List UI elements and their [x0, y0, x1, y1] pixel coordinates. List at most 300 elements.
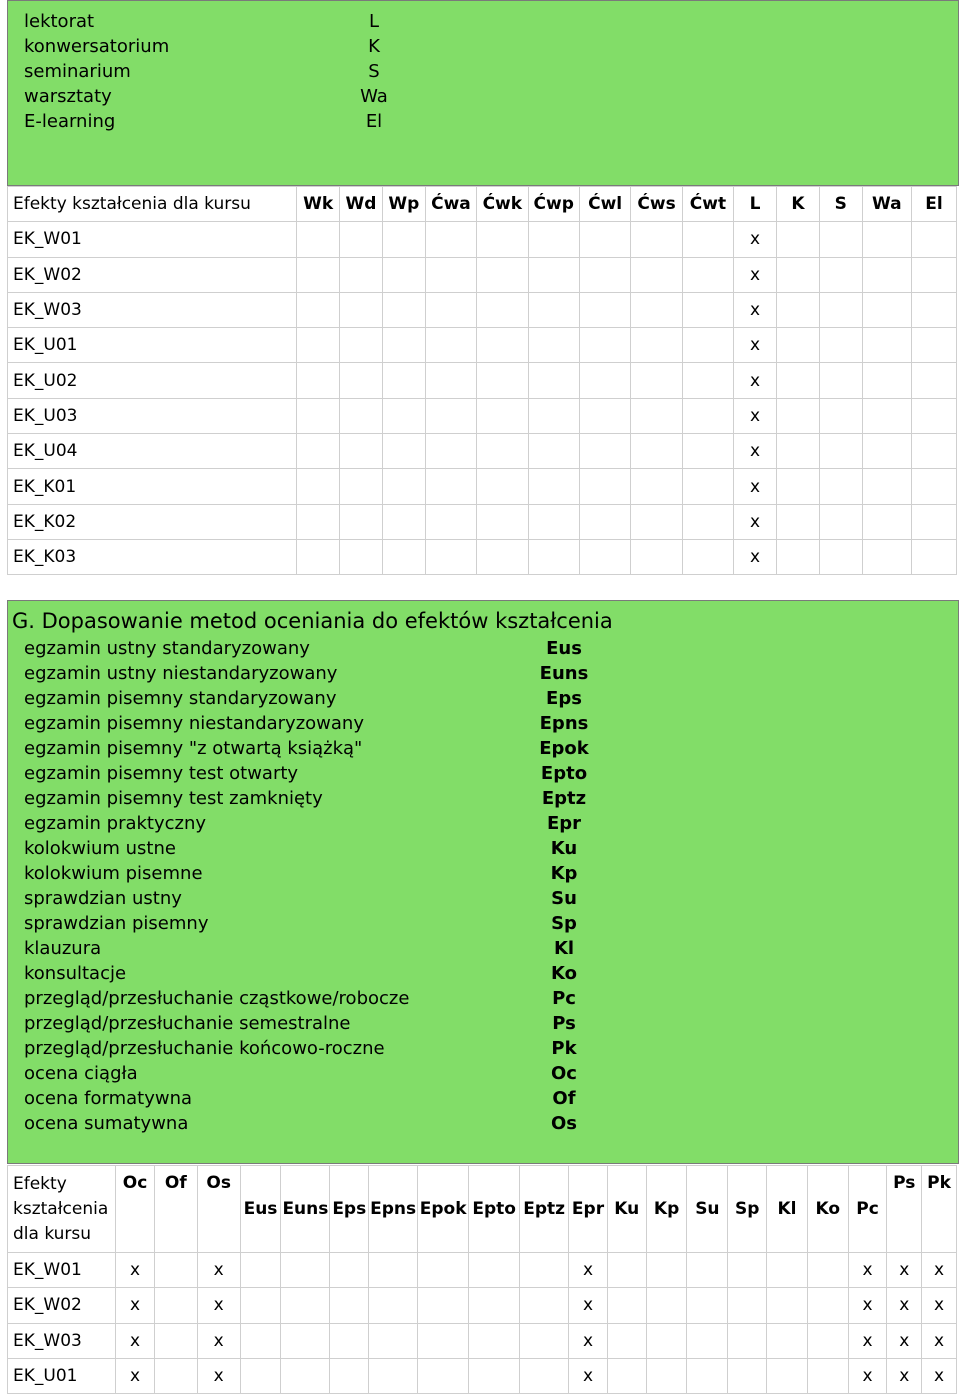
table-cell: [777, 328, 820, 363]
table-cell: [425, 328, 476, 363]
method-code: Os: [550, 1113, 577, 1134]
column-header: Wp: [382, 187, 425, 222]
method-label: egzamin pisemny "z otwartą książką": [24, 738, 363, 759]
row-label: EK_K03: [8, 539, 297, 574]
table-cell: [579, 292, 630, 327]
table-cell: [911, 257, 956, 292]
column-header: Epok: [418, 1166, 469, 1253]
legend-code: K: [368, 36, 380, 57]
table-row: [8, 504, 957, 539]
method-code: Kp: [550, 863, 578, 884]
method-code: Epto: [540, 763, 588, 784]
legend-code: El: [365, 111, 383, 132]
table-cell: [682, 222, 733, 257]
column-header: Wa: [862, 187, 911, 222]
method-label: przegląd/przesłuchanie semestralne: [24, 1013, 351, 1034]
table-cell: [682, 363, 733, 398]
legend-code: S: [368, 61, 380, 82]
method-label: sprawdzian ustny: [24, 888, 182, 909]
table-cell: [819, 469, 862, 504]
table-cell: [862, 257, 911, 292]
column-header: Eps: [330, 1166, 369, 1253]
table-cell: [425, 363, 476, 398]
table-cell: [240, 1288, 281, 1323]
table-cell: x: [922, 1288, 957, 1323]
table-cell: x: [116, 1323, 155, 1358]
table-cell: [687, 1358, 728, 1393]
table-cell: [819, 257, 862, 292]
table-row: [8, 328, 957, 363]
table-cell: [425, 257, 476, 292]
table-cell: [682, 292, 733, 327]
row-label: EK_K02: [8, 504, 297, 539]
table-cell: [281, 1358, 330, 1393]
table-cell: [911, 504, 956, 539]
column-header: Euns: [281, 1166, 330, 1253]
table-cell: [382, 539, 425, 574]
table-cell: [807, 1288, 848, 1323]
table-cell: [382, 292, 425, 327]
table-cell: [528, 469, 579, 504]
table-cell: [418, 1288, 469, 1323]
column-header: Ko: [807, 1166, 848, 1253]
table-cell: [369, 1358, 418, 1393]
outcomes-methods-table: [7, 1165, 957, 1394]
table-cell: [297, 292, 340, 327]
table-cell: x: [922, 1358, 957, 1393]
table-cell: [477, 469, 528, 504]
table-cell: [477, 363, 528, 398]
table-cell: [297, 539, 340, 574]
column-header: Ćwl: [579, 187, 630, 222]
method-code: Euns: [539, 663, 589, 684]
table-cell: [418, 1323, 469, 1358]
method-code: Ku: [550, 838, 578, 859]
table-cell: [646, 1288, 687, 1323]
column-header: Eus: [240, 1166, 281, 1253]
table-cell: [687, 1253, 728, 1288]
table-cell: [469, 1323, 520, 1358]
column-header: L: [734, 187, 777, 222]
legend-code: L: [368, 11, 380, 32]
table-cell: [520, 1358, 569, 1393]
method-label: ocena sumatywna: [24, 1113, 189, 1134]
table-cell: [631, 434, 682, 469]
method-code: Su: [551, 888, 577, 909]
table-cell: [682, 398, 733, 433]
row-label: EK_U02: [8, 363, 297, 398]
column-header: El: [911, 187, 956, 222]
table-cell: [369, 1253, 418, 1288]
column-header: Ćwk: [477, 187, 528, 222]
method-label: egzamin ustny standaryzowany: [24, 638, 310, 659]
method-label: egzamin pisemny niestandaryzowany: [24, 713, 364, 734]
table-cell: [777, 398, 820, 433]
table-cell: [340, 257, 383, 292]
table-cell: [819, 222, 862, 257]
table-cell: [819, 292, 862, 327]
row-label: EK_U04: [8, 434, 297, 469]
table-cell: [382, 434, 425, 469]
table-cell: [281, 1253, 330, 1288]
table-row: [8, 398, 957, 433]
table-cell: [682, 469, 733, 504]
table-cell: [477, 292, 528, 327]
table-cell: [297, 363, 340, 398]
table-cell: x: [734, 292, 777, 327]
column-header: Su: [687, 1166, 728, 1253]
table-cell: [687, 1323, 728, 1358]
table-cell: [631, 504, 682, 539]
table-cell: [425, 504, 476, 539]
table-cell: x: [734, 363, 777, 398]
method-code: Ko: [551, 963, 577, 984]
section-title: G. Dopasowanie metod oceniania do efektów kształcenia: [12, 609, 613, 633]
table-cell: [819, 398, 862, 433]
table-cell: x: [848, 1323, 887, 1358]
table-cell: [728, 1358, 767, 1393]
table-cell: x: [734, 434, 777, 469]
table-cell: [528, 539, 579, 574]
table-cell: [807, 1253, 848, 1288]
table-row: [8, 222, 957, 257]
table-row: [8, 539, 957, 574]
method-label: klauzura: [24, 938, 102, 959]
table-cell: [579, 539, 630, 574]
table-cell: [477, 222, 528, 257]
table-cell: x: [116, 1288, 155, 1323]
column-header: Eptz: [520, 1166, 569, 1253]
column-header: Wk: [297, 187, 340, 222]
table-cell: [469, 1288, 520, 1323]
table-cell: [154, 1253, 197, 1288]
table-cell: [911, 539, 956, 574]
table-cell: [297, 504, 340, 539]
table-cell: [477, 257, 528, 292]
header-label: Efekty kształcenia dla kursu: [8, 187, 297, 222]
table-cell: x: [922, 1323, 957, 1358]
table-cell: x: [887, 1288, 922, 1323]
legend-code: Wa: [360, 86, 388, 107]
table-cell: [382, 504, 425, 539]
column-header: Sp: [728, 1166, 767, 1253]
table-cell: [340, 398, 383, 433]
table-cell: [607, 1358, 646, 1393]
method-code: Sp: [551, 913, 577, 934]
table-cell: x: [887, 1358, 922, 1393]
table-cell: [682, 434, 733, 469]
table-cell: [382, 257, 425, 292]
table-cell: [528, 504, 579, 539]
table-cell: [340, 222, 383, 257]
table-cell: [297, 328, 340, 363]
table-cell: [819, 539, 862, 574]
table-cell: [911, 434, 956, 469]
table-row: [8, 434, 957, 469]
table-cell: [281, 1288, 330, 1323]
table-cell: x: [887, 1253, 922, 1288]
table-cell: [862, 434, 911, 469]
method-code: Kl: [553, 938, 575, 959]
table-cell: [382, 398, 425, 433]
table-cell: [767, 1358, 808, 1393]
table-cell: [340, 469, 383, 504]
table-cell: x: [848, 1358, 887, 1393]
table-cell: [777, 363, 820, 398]
table-cell: x: [197, 1253, 240, 1288]
table-cell: x: [197, 1323, 240, 1358]
assessment-methods-box: [7, 600, 959, 1164]
table-cell: [862, 398, 911, 433]
row-label: EK_K01: [8, 469, 297, 504]
table-row: [8, 1253, 957, 1288]
method-label: ocena ciągła: [24, 1063, 138, 1084]
table-cell: [477, 328, 528, 363]
table-cell: [520, 1288, 569, 1323]
table-cell: [154, 1358, 197, 1393]
row-label: EK_U01: [8, 1358, 116, 1393]
table-cell: x: [197, 1358, 240, 1393]
table-cell: [154, 1323, 197, 1358]
row-label: EK_W01: [8, 1253, 116, 1288]
table-cell: [579, 257, 630, 292]
table-cell: [682, 328, 733, 363]
method-label: sprawdzian pisemny: [24, 913, 209, 934]
table-cell: [819, 363, 862, 398]
method-code: Pk: [551, 1038, 577, 1059]
table-cell: [687, 1288, 728, 1323]
table-cell: [728, 1253, 767, 1288]
table-cell: [240, 1323, 281, 1358]
table-cell: [767, 1323, 808, 1358]
column-header: Epns: [369, 1166, 418, 1253]
outcomes-forms-table: [7, 186, 957, 575]
legend-label: seminarium: [24, 61, 131, 82]
table-cell: [469, 1253, 520, 1288]
table-row: [8, 363, 957, 398]
table-cell: [646, 1323, 687, 1358]
method-label: egzamin pisemny standaryzowany: [24, 688, 337, 709]
table-cell: [382, 469, 425, 504]
table-cell: [728, 1288, 767, 1323]
table-cell: [340, 363, 383, 398]
column-header: Os: [197, 1166, 240, 1253]
method-label: przegląd/przesłuchanie cząstkowe/robocze: [24, 988, 410, 1009]
table-cell: [382, 363, 425, 398]
column-header: K: [777, 187, 820, 222]
table-cell: [418, 1358, 469, 1393]
table-cell: [297, 257, 340, 292]
table-cell: [728, 1323, 767, 1358]
table-cell: [425, 469, 476, 504]
column-header: Epto: [469, 1166, 520, 1253]
table-cell: [607, 1288, 646, 1323]
table-cell: [682, 504, 733, 539]
table-row: [8, 1323, 957, 1358]
table-cell: [911, 363, 956, 398]
table-cell: [240, 1253, 281, 1288]
table-cell: [911, 222, 956, 257]
table-cell: [646, 1358, 687, 1393]
table-cell: [631, 469, 682, 504]
column-header: Oc: [116, 1166, 155, 1253]
table-header-row: [8, 187, 957, 222]
table-cell: [330, 1253, 369, 1288]
table-cell: [369, 1323, 418, 1358]
row-label: EK_W03: [8, 292, 297, 327]
table-row: [8, 292, 957, 327]
table-cell: x: [734, 257, 777, 292]
column-header: Ćwa: [425, 187, 476, 222]
table-cell: [340, 504, 383, 539]
column-header: Wd: [340, 187, 383, 222]
table-cell: [911, 469, 956, 504]
method-code: Eptz: [541, 788, 587, 809]
table-cell: [154, 1288, 197, 1323]
table-cell: [425, 434, 476, 469]
table-cell: [330, 1288, 369, 1323]
row-label: EK_W02: [8, 1288, 116, 1323]
table-cell: [418, 1253, 469, 1288]
column-header: Ps: [887, 1166, 922, 1253]
table-cell: [240, 1358, 281, 1393]
method-label: kolokwium pisemne: [24, 863, 203, 884]
table-cell: [911, 292, 956, 327]
table-cell: x: [734, 539, 777, 574]
table-cell: [682, 539, 733, 574]
method-label: ocena formatywna: [24, 1088, 193, 1109]
method-code: Oc: [551, 1063, 577, 1084]
table-cell: [631, 398, 682, 433]
method-label: egzamin praktyczny: [24, 813, 207, 834]
table-cell: [297, 222, 340, 257]
table-header-row: [8, 1166, 957, 1253]
table-cell: [777, 539, 820, 574]
table-cell: [767, 1253, 808, 1288]
table-cell: [862, 539, 911, 574]
table-cell: [528, 292, 579, 327]
table-cell: x: [116, 1253, 155, 1288]
method-code: Epns: [539, 713, 589, 734]
table-cell: [340, 328, 383, 363]
legend-label: E-learning: [24, 111, 116, 132]
method-code: Epr: [546, 813, 582, 834]
table-cell: [520, 1323, 569, 1358]
table-cell: [862, 328, 911, 363]
column-header: Pk: [922, 1166, 957, 1253]
table-cell: x: [569, 1253, 608, 1288]
table-cell: [777, 469, 820, 504]
table-cell: [631, 539, 682, 574]
table-cell: [330, 1323, 369, 1358]
table-cell: [520, 1253, 569, 1288]
table-cell: [528, 257, 579, 292]
table-cell: [819, 434, 862, 469]
table-cell: [330, 1358, 369, 1393]
table-cell: [297, 398, 340, 433]
table-cell: [528, 398, 579, 433]
table-cell: x: [734, 469, 777, 504]
table-cell: [777, 434, 820, 469]
method-code: Eus: [546, 638, 582, 659]
table-cell: [528, 363, 579, 398]
forms-legend-box: [7, 0, 959, 186]
method-label: egzamin ustny niestandaryzowany: [24, 663, 338, 684]
table-cell: [767, 1288, 808, 1323]
table-cell: [631, 363, 682, 398]
table-cell: [382, 222, 425, 257]
table-cell: [777, 292, 820, 327]
table-cell: [528, 434, 579, 469]
row-label: EK_U01: [8, 328, 297, 363]
row-label: EK_W01: [8, 222, 297, 257]
table-cell: x: [734, 222, 777, 257]
table-cell: [862, 504, 911, 539]
table-cell: [862, 469, 911, 504]
table-cell: x: [116, 1358, 155, 1393]
table-cell: [646, 1253, 687, 1288]
row-label: EK_W03: [8, 1323, 116, 1358]
method-code: Ps: [552, 1013, 576, 1034]
table-cell: [631, 257, 682, 292]
table-cell: [862, 292, 911, 327]
column-header: Ćwt: [682, 187, 733, 222]
table-cell: [819, 328, 862, 363]
table-row: [8, 469, 957, 504]
table-cell: [579, 328, 630, 363]
method-code: Pc: [552, 988, 576, 1009]
table-cell: [297, 434, 340, 469]
table-cell: x: [569, 1358, 608, 1393]
table-cell: [340, 539, 383, 574]
table-cell: [425, 292, 476, 327]
column-header: Ćws: [631, 187, 682, 222]
legend-label: konwersatorium: [24, 36, 170, 57]
table-cell: [477, 539, 528, 574]
row-label: EK_U03: [8, 398, 297, 433]
column-header: Kl: [767, 1166, 808, 1253]
table-cell: [631, 222, 682, 257]
table-cell: x: [922, 1253, 957, 1288]
table-cell: [579, 469, 630, 504]
table-cell: [682, 257, 733, 292]
table-cell: [819, 504, 862, 539]
table-cell: [579, 434, 630, 469]
table-cell: [579, 398, 630, 433]
method-label: przegląd/przesłuchanie końcowo-roczne: [24, 1038, 385, 1059]
table-cell: [477, 504, 528, 539]
table-cell: [777, 222, 820, 257]
column-header: Epr: [569, 1166, 608, 1253]
table-cell: [469, 1358, 520, 1393]
table-cell: [425, 398, 476, 433]
table-cell: [807, 1323, 848, 1358]
method-label: kolokwium ustne: [24, 838, 176, 859]
table-cell: x: [734, 328, 777, 363]
table-cell: x: [848, 1288, 887, 1323]
table-row: [8, 1358, 957, 1393]
column-header: Pc: [848, 1166, 887, 1253]
table-cell: x: [569, 1288, 608, 1323]
table-cell: [862, 222, 911, 257]
table-cell: [607, 1253, 646, 1288]
table-cell: [607, 1323, 646, 1358]
legend-label: warsztaty: [24, 86, 112, 107]
table-cell: [579, 504, 630, 539]
table-row: [8, 1288, 957, 1323]
column-header: Kp: [646, 1166, 687, 1253]
method-code: Of: [552, 1088, 576, 1109]
